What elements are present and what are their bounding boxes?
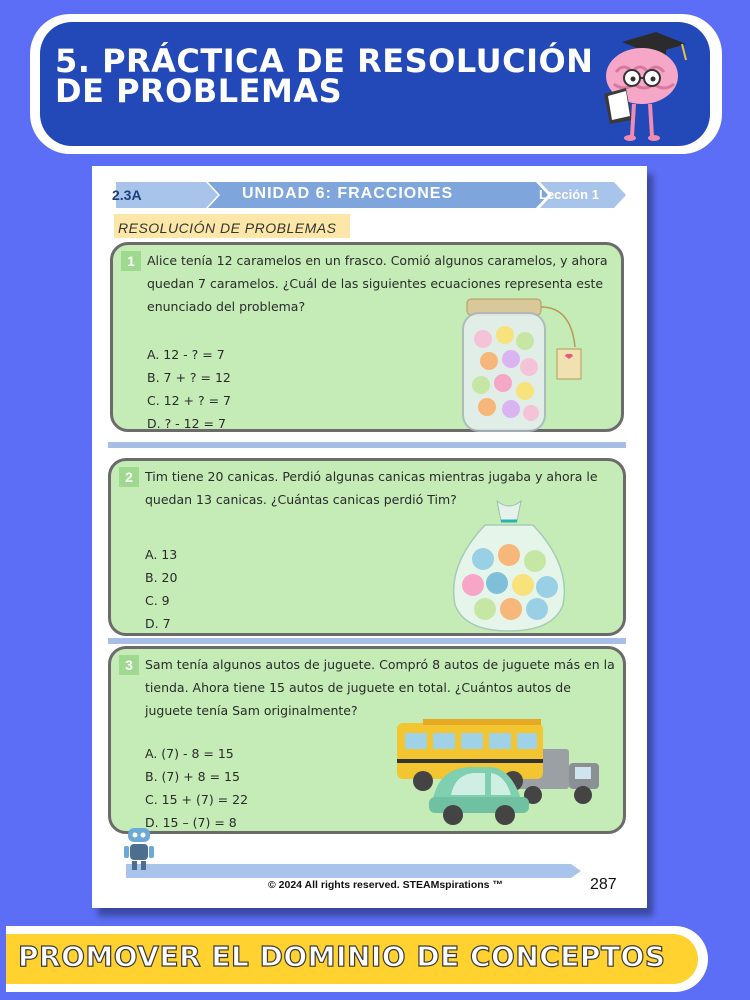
worksheet <box>92 166 647 908</box>
answer-option[interactable]: B. 7 + ? = 12 <box>147 370 231 385</box>
copyright: © 2024 All rights reserved. STEAMspirations ™ <box>268 879 503 891</box>
divider <box>108 638 626 644</box>
page-title-line1: 5. PRÁCTICA DE RESOLUCIÓN <box>55 42 594 80</box>
candy-jar-icon <box>453 295 593 435</box>
question-card <box>108 458 626 636</box>
robot-icon <box>122 826 156 872</box>
answer-option[interactable]: A. (7) - 8 = 15 <box>145 746 234 761</box>
divider <box>108 442 626 448</box>
marble-bag-icon <box>445 497 573 633</box>
unit-code: 2.3A <box>112 187 142 203</box>
answer-option[interactable]: C. 12 + ? = 7 <box>147 393 232 408</box>
footer-bar <box>126 864 581 878</box>
question-card <box>110 242 624 432</box>
lesson-label: Lección 1 <box>539 187 599 202</box>
answer-option[interactable]: B. 20 <box>145 570 178 585</box>
question-card <box>108 646 626 834</box>
toy-vehicles-icon <box>393 719 615 827</box>
answer-option[interactable]: C. 15 + (7) = 22 <box>145 792 249 807</box>
answer-option[interactable]: A. 12 - ? = 7 <box>147 347 225 362</box>
page-title-line2: DE PROBLEMAS <box>55 72 343 110</box>
brain-reading-icon <box>582 24 702 144</box>
footer-banner-text: PROMOVER EL DOMINIO DE CONCEPTOS <box>18 940 666 973</box>
question-text: Sam tenía algunos autos de juguete. Compró 8 autos de juguete más en la tienda. Ahora tiene 15 autos de juguete en total. ¿Cuántos autos de juguete tenía Sam originalmente? <box>145 657 615 718</box>
question-text: Tim tiene 20 canicas. Perdió algunas canicas mientras jugaba y ahora le quedan 13 canicas. ¿Cuántas canicas perdió Tim? <box>145 469 598 507</box>
section-label: RESOLUCIÓN DE PROBLEMAS <box>114 214 350 238</box>
answer-option[interactable]: D. 7 <box>145 616 171 631</box>
unit-title: UNIDAD 6: FRACCIONES <box>242 185 454 202</box>
question-number: 3 <box>119 655 139 675</box>
page-number: 287 <box>590 876 617 893</box>
answer-option[interactable]: D. ? - 12 = 7 <box>147 416 226 431</box>
question-number: 1 <box>121 251 141 271</box>
answer-option[interactable]: D. 15 – (7) = 8 <box>145 815 237 830</box>
answer-option[interactable]: B. (7) + 8 = 15 <box>145 769 240 784</box>
answer-option[interactable]: A. 13 <box>145 547 178 562</box>
question-number: 2 <box>119 467 139 487</box>
question-text: Alice tenía 12 caramelos en un frasco. Comió algunos caramelos, y ahora quedan 7 caramelos. ¿Cuál de las siguientes ecuaciones representa este enunciado del problema? <box>147 253 608 314</box>
page-title <box>55 42 615 110</box>
answer-option[interactable]: C. 9 <box>145 593 170 608</box>
